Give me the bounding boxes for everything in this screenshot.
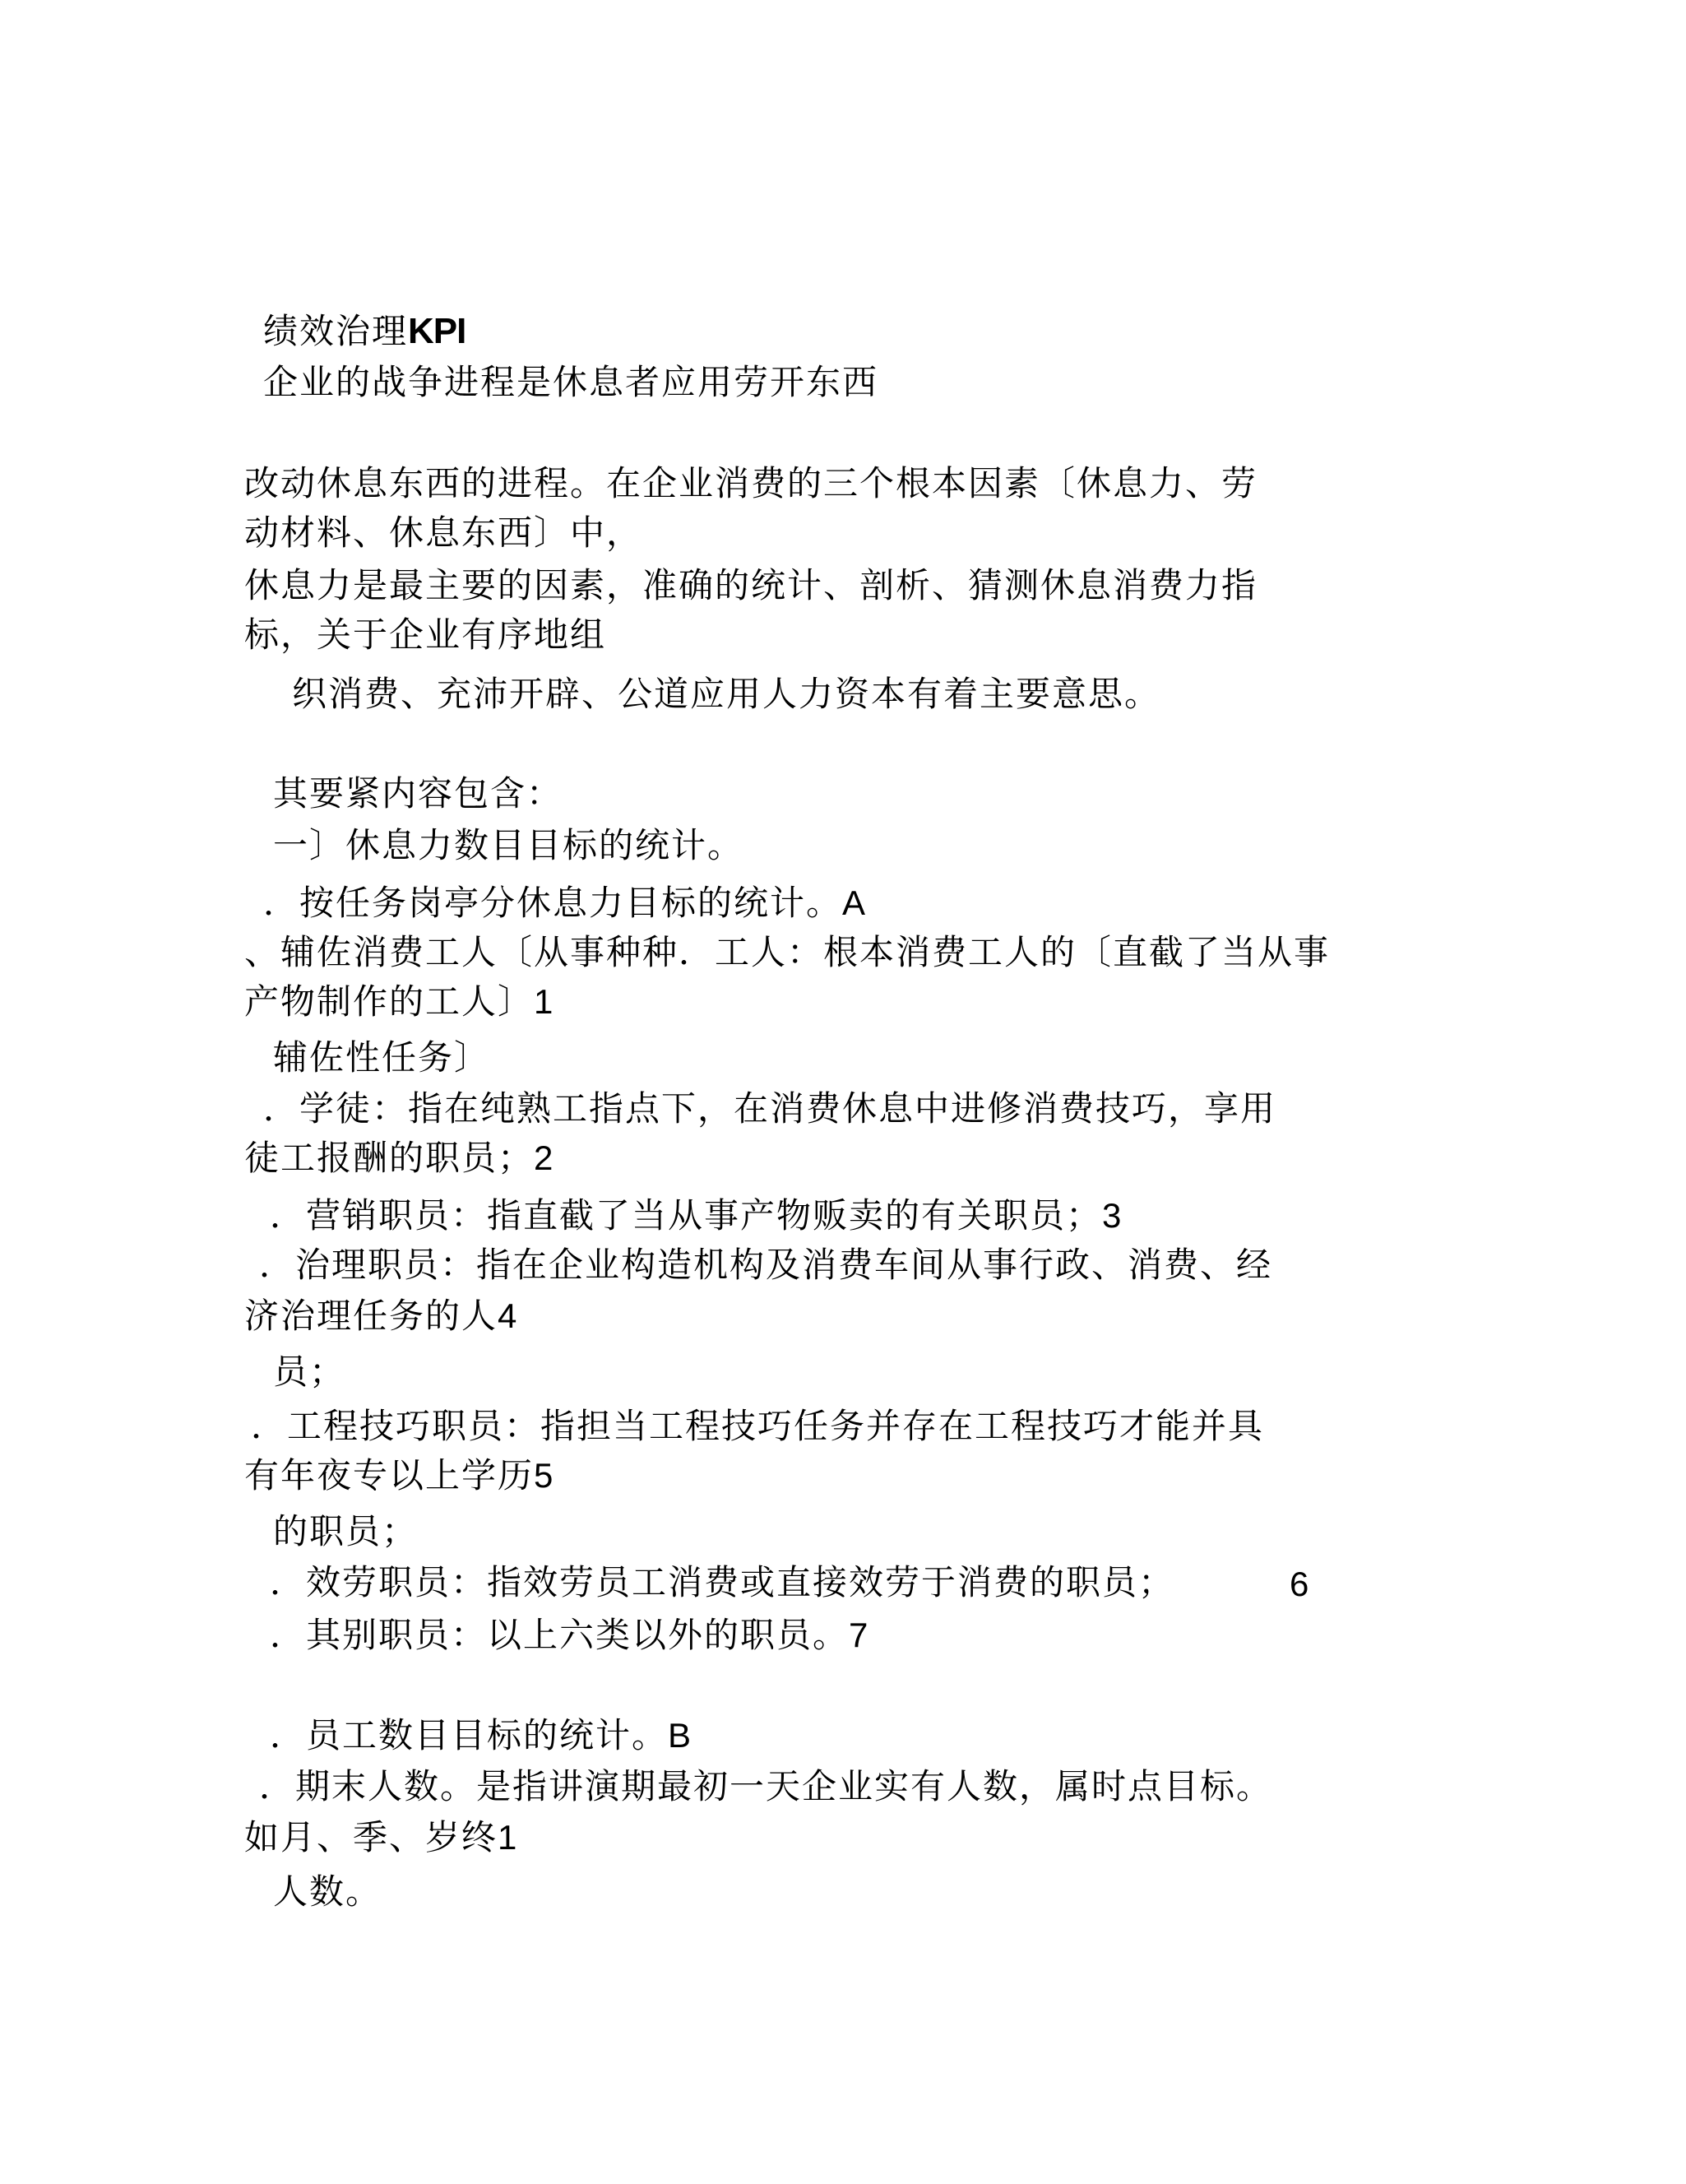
text-line: 企业的战争进程是休息者应用劳开东西 xyxy=(263,362,879,402)
text-line: ．治理职员：指在企业构造机构及消费车间从事行政、消费、经 xyxy=(259,1245,1273,1285)
line-text: 徒工报酬的职员； xyxy=(244,1138,535,1178)
text-line: ．效劳职员：指效劳员工消费或直接效劳于消费的职员； xyxy=(270,1562,1175,1602)
text-line xyxy=(244,1453,553,1499)
text-line: 一〕休息力数目目标的统计。 xyxy=(273,825,744,865)
text-line: 、辅佐消费工人〔从事种种．工人：根本消费工人的〔直截了当从事 xyxy=(244,932,1331,972)
item-number: 7 xyxy=(849,1616,868,1654)
line-text: 济治理任务的人 xyxy=(244,1296,498,1336)
item-number: 5 xyxy=(534,1456,554,1495)
text-line: 员； xyxy=(273,1352,346,1392)
item-number: 6 xyxy=(1290,1565,1309,1603)
item-number: 4 xyxy=(498,1296,517,1335)
text-line xyxy=(270,1612,868,1658)
line-text: ．员工数目目标的统计。 xyxy=(270,1715,669,1755)
title-text: 绩效治理 xyxy=(263,311,409,351)
text-line xyxy=(244,1293,516,1339)
text-line: 标，关于企业有序地组 xyxy=(244,614,607,655)
text-line xyxy=(244,1135,553,1181)
text-line: 动材料、休息东西〕中， xyxy=(244,512,643,553)
text-line: 织消费、充沛开辟、公道应用人力资本有着主要意思。 xyxy=(292,674,1161,714)
text-line: ．期末人数。是指讲演期最初一天企业实有人数，属时点目标。 xyxy=(259,1766,1273,1806)
text-line xyxy=(244,979,553,1025)
text-line: 人数。 xyxy=(273,1871,382,1912)
item-number: 3 xyxy=(1102,1196,1122,1235)
item-number: 2 xyxy=(534,1138,554,1177)
line-text: 如月、季、岁终 xyxy=(244,1817,498,1857)
text-line xyxy=(263,880,865,926)
line-text: 有年夜专以上学历 xyxy=(244,1455,535,1495)
item-number: 1 xyxy=(534,982,554,1021)
text-line: ．学徒：指在纯熟工指点下，在消费休息中进修消费技巧，享用 xyxy=(263,1088,1277,1129)
document-title xyxy=(263,308,466,355)
line-text: ．营销职员：指直截了当从事产物贩卖的有关职员； xyxy=(270,1195,1103,1236)
section-marker: A xyxy=(842,883,866,922)
item-number: 1 xyxy=(498,1818,517,1857)
text-line xyxy=(244,1815,516,1861)
text-line xyxy=(270,1713,691,1759)
title-kpi: KPI xyxy=(408,311,466,351)
line-text: ．按任务岗亭分休息力目标的统计。 xyxy=(263,883,843,923)
text-line: ．工程技巧职员：指担当工程技巧任务并存在工程技巧才能并具 xyxy=(251,1406,1265,1446)
text-line: 的职员； xyxy=(273,1511,419,1551)
text-line: 休息力是最主要的因素，准确的统计、剖析、猜测休息消费力指 xyxy=(244,565,1258,605)
line-text: 产物制作的工人〕 xyxy=(244,981,535,1022)
text-line: 其要紧内容包含： xyxy=(273,773,563,814)
section-marker: B xyxy=(668,1716,692,1755)
text-line: 辅佐性任务〕 xyxy=(273,1037,491,1078)
line-text: ．其别职员：以上六类以外的职员。 xyxy=(270,1615,850,1655)
text-line xyxy=(270,1193,1121,1239)
text-line: 改动休息东西的进程。在企业消费的三个根本因素〔休息力、劳 xyxy=(244,463,1258,503)
